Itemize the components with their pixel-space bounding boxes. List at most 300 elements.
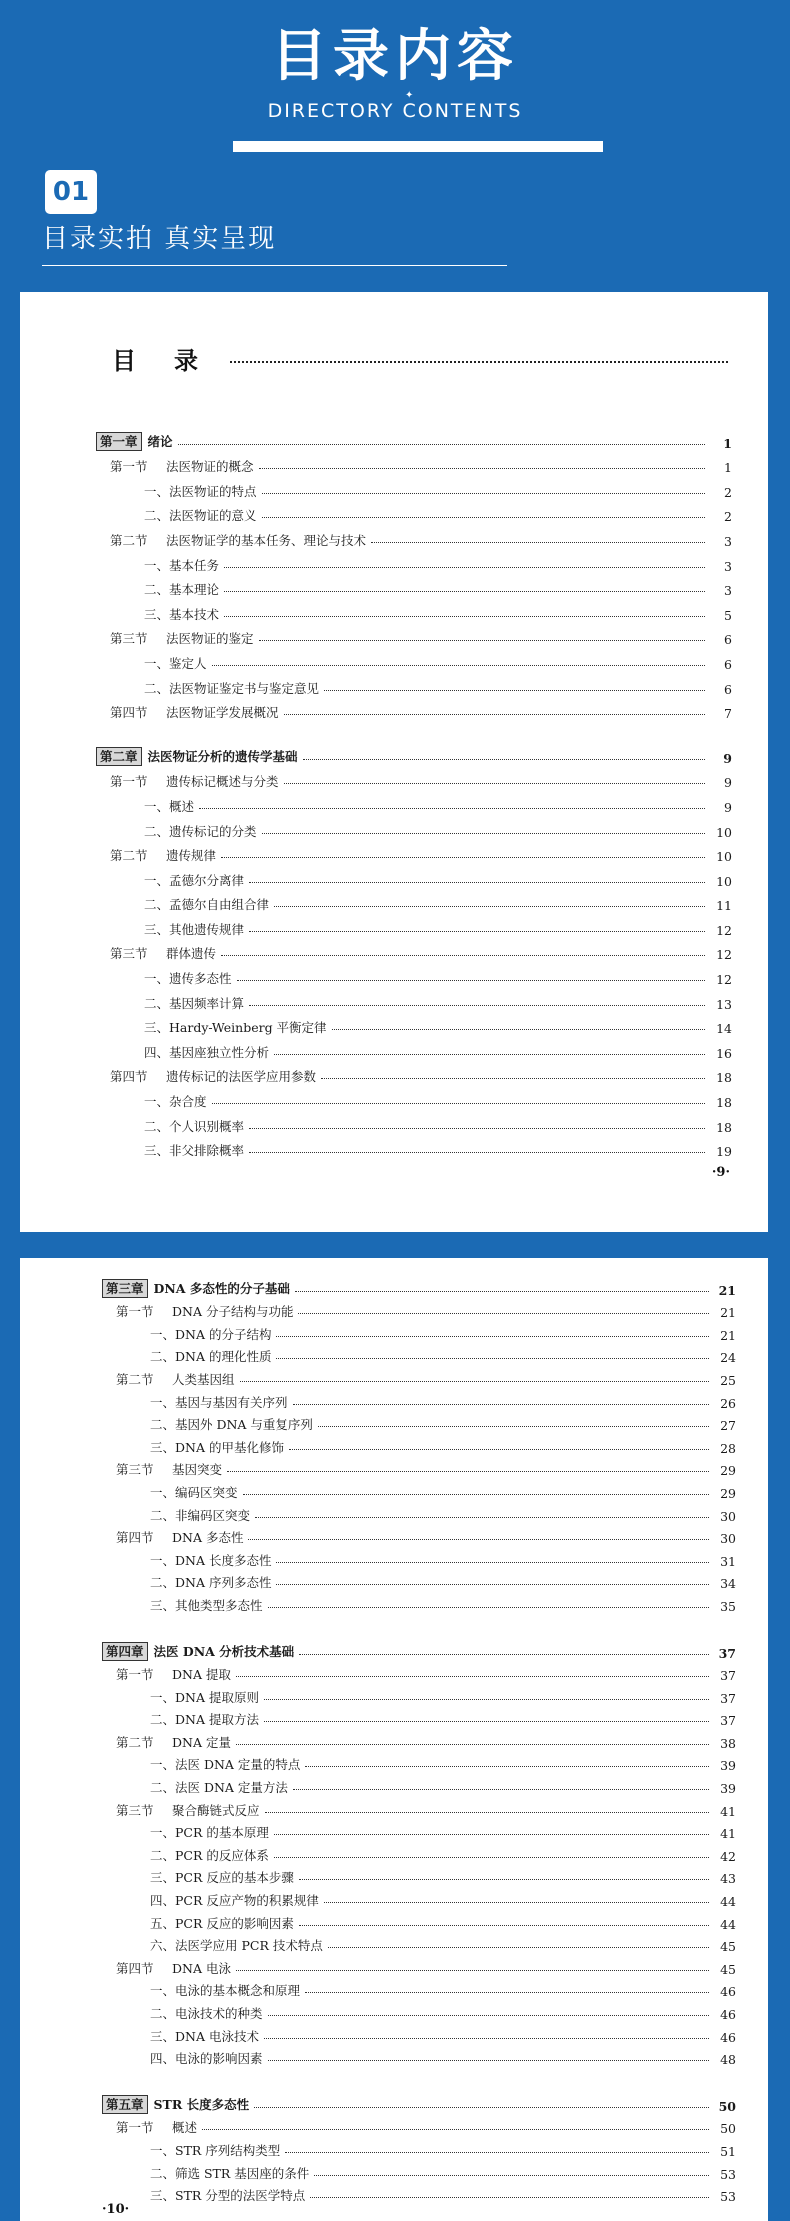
dot-leader bbox=[318, 1426, 709, 1427]
toc-page-number: 43 bbox=[720, 1871, 736, 1887]
toc-page-number: 30 bbox=[720, 1531, 736, 1547]
dot-leader bbox=[237, 980, 705, 981]
toc-subsection-row bbox=[96, 815, 732, 840]
toc-entry-label bbox=[102, 2027, 259, 2045]
dot-leader bbox=[199, 808, 705, 809]
toc-subsection-row bbox=[102, 2022, 736, 2045]
dot-leader bbox=[310, 2197, 709, 2198]
toc-entry-label bbox=[102, 2186, 305, 2204]
toc-heading-text: 目录 bbox=[112, 347, 236, 375]
section-number: 第三节 bbox=[116, 1462, 154, 1478]
toc-subsection-row bbox=[102, 1909, 736, 1932]
dot-leader bbox=[293, 1404, 709, 1405]
dot-leader bbox=[324, 1902, 709, 1903]
toc-section-row bbox=[102, 1365, 736, 1388]
dot-leader bbox=[298, 1313, 709, 1314]
toc-page-number: 35 bbox=[720, 1598, 736, 1614]
toc-entry-text: 法医物证学的基本任务、理论与技术 bbox=[166, 532, 367, 548]
toc-entry-text: 三、DNA 电泳技术 bbox=[150, 2028, 259, 2044]
toc-entry-label bbox=[96, 506, 257, 524]
toc-entry-label bbox=[96, 703, 279, 721]
toc-page-number: 37 bbox=[720, 1690, 736, 1706]
toc-page-number: 50 bbox=[720, 2121, 736, 2137]
toc-heading-leader bbox=[230, 361, 728, 363]
toc-page-number: 39 bbox=[720, 1758, 736, 1774]
toc-section-row bbox=[96, 623, 732, 648]
chapter-number: 第三章 bbox=[102, 1279, 148, 1298]
toc-entry-text: 二、DNA 的理化性质 bbox=[150, 1349, 272, 1365]
toc-page-number: 6 bbox=[724, 656, 732, 672]
toc-section-row bbox=[96, 1061, 732, 1086]
toc-page-number: 44 bbox=[720, 1894, 736, 1910]
toc-entry-text: 法医 DNA 分析技术基础 bbox=[153, 1643, 295, 1659]
toc-entry-label bbox=[102, 1551, 271, 1569]
toc-entry-label bbox=[96, 994, 244, 1012]
toc-entry-label bbox=[102, 1823, 269, 1841]
toc-entry-label bbox=[96, 432, 173, 451]
dot-leader bbox=[236, 1744, 709, 1745]
toc-entry-text: 二、法医物证的意义 bbox=[144, 508, 257, 524]
toc-subsection-row bbox=[96, 1110, 732, 1135]
toc-entry-text: 一、PCR 的基本原理 bbox=[150, 1825, 269, 1841]
toc-entry-label bbox=[102, 1733, 231, 1751]
toc-entry-text: 二、法医 DNA 定量方法 bbox=[150, 1780, 288, 1796]
dot-leader bbox=[305, 1766, 709, 1767]
toc-page-number: 21 bbox=[718, 1282, 736, 1298]
toc-subsection-row bbox=[102, 1343, 736, 1366]
toc-entry-label bbox=[96, 1067, 316, 1085]
toc-subsection-row bbox=[96, 889, 732, 914]
toc-entry-text: 二、DNA 提取方法 bbox=[150, 1712, 259, 1728]
toc-section-row bbox=[102, 1796, 736, 1819]
toc-entry-text: 二、孟德尔自由组合律 bbox=[144, 897, 270, 913]
dot-leader bbox=[224, 567, 705, 568]
toc-entry-label bbox=[102, 1370, 235, 1388]
toc-entry-text: 法医物证的概念 bbox=[166, 459, 254, 475]
toc-chapter-row bbox=[102, 1275, 736, 1298]
toc-entry-text: 法医物证学发展概况 bbox=[166, 705, 279, 721]
toc-entry-label bbox=[96, 580, 219, 598]
toc-entry-text: 一、概述 bbox=[144, 798, 195, 814]
toc-entry-text: 三、其他遗传规律 bbox=[144, 921, 245, 937]
toc-page-number: 3 bbox=[724, 558, 732, 574]
toc-page-number: 24 bbox=[720, 1350, 736, 1366]
dot-leader bbox=[248, 1539, 709, 1540]
toc-entry-label bbox=[96, 1018, 327, 1036]
toc-entry-label bbox=[102, 1868, 294, 1886]
toc-entry-label bbox=[96, 482, 257, 500]
dot-leader bbox=[264, 1721, 709, 1722]
toc-page-number: 14 bbox=[716, 1021, 732, 1037]
dot-leader bbox=[224, 591, 705, 592]
toc-entry-text: 一、基因与基因有关序列 bbox=[150, 1394, 288, 1410]
dot-leader bbox=[276, 1562, 709, 1563]
toc-entry-label bbox=[102, 1914, 294, 1932]
toc-entry-label bbox=[96, 531, 366, 549]
toc-entry-label bbox=[102, 1959, 231, 1977]
toc-entry-text: 一、DNA 长度多态性 bbox=[150, 1552, 272, 1568]
toc-section-row bbox=[102, 1456, 736, 1479]
toc-entry-text: 一、STR 序列结构类型 bbox=[150, 2142, 281, 2158]
toc-entry-text: 聚合酶链式反应 bbox=[172, 1802, 260, 1818]
toc-page-number: 6 bbox=[724, 681, 732, 697]
toc-page-number: 16 bbox=[716, 1045, 732, 1061]
toc-entry-text: 一、杂合度 bbox=[144, 1094, 207, 1110]
toc-entry-label bbox=[102, 1801, 260, 1819]
dot-leader bbox=[202, 2129, 709, 2130]
toc-subsection-row bbox=[102, 1501, 736, 1524]
toc-section-row bbox=[96, 697, 732, 722]
toc-subsection-row bbox=[102, 1591, 736, 1614]
toc-subsection-row bbox=[96, 500, 732, 525]
page-number: ·10· bbox=[102, 2202, 130, 2217]
toc-entry-text: 二、非编码区突变 bbox=[150, 1507, 251, 1523]
toc-entry-label bbox=[96, 822, 257, 840]
toc-subsection-row bbox=[96, 864, 732, 889]
dot-leader bbox=[249, 882, 705, 883]
toc-subsection-row bbox=[102, 1411, 736, 1434]
page-title: 目录内容 bbox=[271, 24, 519, 89]
toc-entry-label bbox=[102, 1483, 238, 1501]
toc-entry-text: 二、筛选 STR 基因座的条件 bbox=[150, 2165, 310, 2181]
toc-section-row bbox=[102, 1954, 736, 1977]
toc-entry-label bbox=[102, 2118, 197, 2136]
dot-leader bbox=[289, 1449, 709, 1450]
toc-page-number: 37 bbox=[720, 1668, 736, 1684]
toc-chapter-row bbox=[96, 741, 732, 766]
toc-entry-label bbox=[96, 969, 232, 987]
toc-subsection-row bbox=[102, 1773, 736, 1796]
toc-entry-label bbox=[102, 2049, 263, 2067]
toc-entry-label bbox=[96, 1117, 244, 1135]
toc-entry-text: 二、个人识别概率 bbox=[144, 1118, 245, 1134]
dot-leader bbox=[243, 1494, 709, 1495]
toc-entry-label bbox=[96, 654, 207, 672]
toc-page-number: 29 bbox=[720, 1485, 736, 1501]
toc-entry-text: 二、基因频率计算 bbox=[144, 995, 245, 1011]
toc-page-number: 41 bbox=[720, 1826, 736, 1842]
toc-entry-label bbox=[96, 797, 194, 815]
dot-leader bbox=[262, 493, 705, 494]
toc-subsection-row bbox=[102, 1932, 736, 1955]
chapter-number: 第二章 bbox=[96, 747, 142, 766]
toc-entry-label bbox=[96, 772, 279, 790]
toc-subsection-row bbox=[102, 2045, 736, 2068]
toc-entry-label bbox=[102, 1891, 319, 1909]
toc-page-number: 21 bbox=[720, 1327, 736, 1343]
toc-entry-text: DNA 提取 bbox=[172, 1667, 231, 1683]
toc-entry-label bbox=[102, 2141, 280, 2159]
toc-subsection-row bbox=[96, 1085, 732, 1110]
toc-entry-label bbox=[102, 1279, 290, 1298]
toc-page-number: 18 bbox=[716, 1095, 732, 1111]
toc-entry-text: 二、基本理论 bbox=[144, 582, 220, 598]
toc-section-row bbox=[102, 1661, 736, 1684]
toc-subsection-row bbox=[96, 1012, 732, 1037]
toc-entry-text: 法医物证分析的遗传学基础 bbox=[147, 748, 298, 764]
toc-entry-text: 二、基因外 DNA 与重复序列 bbox=[150, 1417, 313, 1433]
toc-subsection-row bbox=[102, 1706, 736, 1729]
toc-entry-label bbox=[96, 895, 269, 913]
section-title: 目录实拍 真实呈现 bbox=[42, 224, 277, 254]
toc-entry-text: 人类基因组 bbox=[172, 1371, 235, 1387]
toc-page-number: 50 bbox=[718, 2098, 736, 2114]
dot-leader bbox=[259, 468, 705, 469]
toc-page-number: 18 bbox=[716, 1119, 732, 1135]
toc-entry-text: 三、其他类型多态性 bbox=[150, 1597, 263, 1613]
section-number: 第三节 bbox=[110, 946, 148, 962]
toc-entry-text: 五、PCR 反应的影响因素 bbox=[150, 1915, 294, 1931]
dot-leader bbox=[303, 759, 705, 760]
toc-section-row bbox=[102, 2114, 736, 2137]
toc-subsection-row bbox=[96, 598, 732, 623]
dot-leader bbox=[249, 1152, 705, 1153]
dot-leader bbox=[262, 833, 705, 834]
toc-subsection-row bbox=[96, 987, 732, 1012]
toc-entry-text: 一、遗传多态性 bbox=[144, 971, 232, 987]
toc-subsection-row bbox=[102, 1819, 736, 1842]
toc-section-row bbox=[96, 938, 732, 963]
toc-entry-text: DNA 多态性 bbox=[172, 1530, 244, 1546]
toc-page-number: 53 bbox=[720, 2166, 736, 2182]
dot-leader bbox=[284, 714, 705, 715]
section-number: 第一节 bbox=[110, 774, 148, 790]
dot-leader bbox=[221, 857, 705, 858]
star-icon: ✦ bbox=[405, 90, 414, 101]
dot-leader bbox=[276, 1336, 709, 1337]
toc-entry-text: 三、Hardy-Weinberg 平衡定律 bbox=[144, 1020, 327, 1036]
toc-page-number: 37 bbox=[720, 1713, 736, 1729]
toc-entry-label bbox=[102, 1347, 271, 1365]
dot-leader bbox=[264, 1699, 709, 1700]
toc-entry-label bbox=[102, 1688, 259, 1706]
toc-entry-text: DNA 定量 bbox=[172, 1734, 231, 1750]
toc-entry-text: 基因突变 bbox=[172, 1462, 223, 1478]
toc-entry-text: 一、法医 DNA 定量的特点 bbox=[150, 1757, 301, 1773]
toc-page-number: 45 bbox=[720, 1939, 736, 1955]
dot-leader bbox=[240, 1381, 709, 1382]
dot-leader bbox=[224, 616, 705, 617]
toc-page-number: 1 bbox=[724, 460, 732, 476]
toc-entry-label bbox=[102, 1302, 293, 1320]
toc-entry-label bbox=[102, 1596, 263, 1614]
toc-subsection-row bbox=[102, 1683, 736, 1706]
toc-page-number: 42 bbox=[720, 1848, 736, 1864]
dot-leader bbox=[321, 1078, 705, 1079]
toc-page-number: 9 bbox=[724, 799, 732, 815]
toc-page-number: 46 bbox=[720, 2007, 736, 2022]
toc-page-number: 38 bbox=[720, 1735, 736, 1751]
toc-entry-label bbox=[102, 1665, 231, 1683]
toc-subsection-row bbox=[96, 475, 732, 500]
toc-entry-text: 二、PCR 的反应体系 bbox=[150, 1847, 269, 1863]
toc-page-number: 28 bbox=[720, 1440, 736, 1456]
toc-subsection-row bbox=[96, 647, 732, 672]
dot-leader bbox=[259, 640, 705, 641]
toc-entry-text: 三、基本技术 bbox=[144, 606, 220, 622]
dot-leader bbox=[268, 1607, 709, 1608]
toc-subsection-row bbox=[102, 1841, 736, 1864]
toc-subsection-row bbox=[102, 1388, 736, 1411]
section-divider bbox=[42, 265, 507, 266]
dot-leader bbox=[255, 1517, 709, 1518]
dot-leader bbox=[264, 2038, 709, 2039]
dot-leader bbox=[299, 1879, 709, 1880]
toc-entry-text: 二、法医物证鉴定书与鉴定意见 bbox=[144, 680, 320, 696]
toc-entry-text: 绪论 bbox=[147, 433, 173, 449]
dot-leader bbox=[274, 906, 705, 907]
section-number: 第四节 bbox=[116, 1530, 154, 1546]
toc-entry-label bbox=[102, 1778, 288, 1796]
toc-entry-text: DNA 分子结构与功能 bbox=[172, 1304, 294, 1320]
toc-entry-text: 二、电泳技术的种类 bbox=[150, 2006, 263, 2021]
toc-subsection-row bbox=[102, 1751, 736, 1774]
dot-leader bbox=[332, 1029, 705, 1030]
dot-leader bbox=[299, 1654, 709, 1655]
toc-page-number: 39 bbox=[720, 1781, 736, 1797]
section-number: 第二节 bbox=[110, 532, 148, 548]
toc-page-number: 12 bbox=[716, 947, 732, 963]
dot-leader bbox=[274, 1834, 709, 1835]
toc-entry-label bbox=[96, 747, 298, 766]
toc-entry-label bbox=[96, 679, 319, 697]
dot-leader bbox=[221, 955, 705, 956]
toc-entry-label bbox=[102, 1981, 300, 1999]
toc-entry-label bbox=[102, 1710, 259, 1728]
toc-section-row bbox=[96, 451, 732, 476]
toc-subsection-row bbox=[96, 672, 732, 697]
toc-entry-text: 一、DNA 提取原则 bbox=[150, 1689, 259, 1705]
toc-entry-text: 法医物证的鉴定 bbox=[166, 631, 254, 647]
dot-leader bbox=[285, 2152, 709, 2153]
dot-leader bbox=[212, 665, 705, 666]
toc-list bbox=[96, 426, 732, 1159]
toc-gap bbox=[102, 1614, 736, 1638]
toc-entry-label bbox=[96, 871, 244, 889]
toc-page-number: 1 bbox=[723, 435, 732, 451]
toc-entry-text: 三、DNA 的甲基化修饰 bbox=[150, 1439, 284, 1455]
dot-leader bbox=[314, 2175, 709, 2176]
toc-page-number: 46 bbox=[720, 2029, 736, 2045]
toc-page-number: 3 bbox=[724, 583, 732, 599]
toc-page-number: 51 bbox=[720, 2143, 736, 2159]
toc-chapter-row bbox=[102, 2091, 736, 2114]
dot-leader bbox=[265, 1812, 709, 1813]
section-number: 第一节 bbox=[116, 1667, 154, 1683]
toc-entry-label bbox=[102, 1846, 269, 1864]
toc-subsection-row bbox=[102, 1999, 736, 2022]
title-underline bbox=[233, 141, 603, 152]
toc-section-row bbox=[102, 1728, 736, 1751]
toc-entry-text: 一、DNA 的分子结构 bbox=[150, 1326, 272, 1342]
toc-entry-text: 一、鉴定人 bbox=[144, 655, 207, 671]
toc-entry-label bbox=[96, 1141, 244, 1159]
section-number: 第二节 bbox=[110, 848, 148, 864]
toc-entry-text: 一、编码区突变 bbox=[150, 1484, 238, 1500]
toc-subsection-row bbox=[102, 2182, 736, 2205]
section-number-badge: 01 bbox=[45, 170, 97, 214]
toc-entry-label bbox=[96, 920, 244, 938]
toc-entry-text: 一、孟德尔分离律 bbox=[144, 872, 245, 888]
toc-entry-label bbox=[102, 1460, 222, 1478]
toc-gap bbox=[102, 2067, 736, 2091]
chapter-number: 第四章 bbox=[102, 1642, 148, 1661]
toc-page-number: 9 bbox=[724, 775, 732, 791]
toc-page-number: 45 bbox=[720, 1961, 736, 1977]
toc-entry-label bbox=[102, 2095, 249, 2114]
toc-entry-text: 四、基因座独立性分析 bbox=[144, 1044, 270, 1060]
toc-page-1 bbox=[20, 292, 768, 1232]
toc-entry-label bbox=[102, 1415, 313, 1433]
toc-page-number: 10 bbox=[716, 849, 732, 865]
dot-leader bbox=[178, 444, 705, 445]
toc-entry-text: 一、电泳的基本概念和原理 bbox=[150, 1983, 301, 1999]
toc-entry-label bbox=[96, 556, 219, 574]
toc-entry-label bbox=[102, 1325, 271, 1343]
toc-subsection-row bbox=[96, 962, 732, 987]
toc-entry-text: 二、遗传标记的分类 bbox=[144, 823, 257, 839]
toc-page-number: 12 bbox=[716, 922, 732, 938]
toc-subsection-row bbox=[96, 790, 732, 815]
toc-entry-label bbox=[96, 605, 219, 623]
toc-heading bbox=[112, 344, 728, 378]
toc-subsection-row bbox=[102, 1886, 736, 1909]
dot-leader bbox=[249, 1128, 705, 1129]
toc-entry-label bbox=[102, 1642, 294, 1661]
toc-list bbox=[102, 1275, 736, 2204]
toc-page-number: 34 bbox=[720, 1576, 736, 1592]
toc-entry-label bbox=[102, 1438, 284, 1456]
dot-leader bbox=[236, 1970, 709, 1971]
toc-page-number: 5 bbox=[724, 607, 732, 623]
section-number: 第一节 bbox=[116, 1304, 154, 1320]
toc-entry-text: 三、非父排除概率 bbox=[144, 1143, 245, 1159]
toc-entry-label bbox=[102, 1573, 271, 1591]
dot-leader bbox=[249, 1005, 705, 1006]
dot-leader bbox=[268, 2015, 709, 2016]
dot-leader bbox=[254, 2107, 709, 2108]
dot-leader bbox=[274, 1054, 705, 1055]
dot-leader bbox=[299, 1925, 709, 1926]
toc-entry-text: 三、PCR 反应的基本步骤 bbox=[150, 1870, 294, 1886]
toc-page-number: 29 bbox=[720, 1463, 736, 1479]
toc-subsection-row bbox=[102, 2136, 736, 2159]
toc-entry-text: 遗传标记概述与分类 bbox=[166, 774, 279, 790]
toc-page-number: 6 bbox=[724, 632, 732, 648]
toc-section-row bbox=[102, 1524, 736, 1547]
dot-leader bbox=[276, 1584, 709, 1585]
toc-section-row bbox=[96, 524, 732, 549]
dot-leader bbox=[262, 517, 705, 518]
toc-subsection-row bbox=[96, 1135, 732, 1160]
toc-page-2 bbox=[20, 1258, 768, 2221]
toc-entry-text: 三、STR 分型的法医学特点 bbox=[150, 2188, 306, 2204]
toc-page-number: 27 bbox=[720, 1418, 736, 1434]
toc-entry-label bbox=[96, 944, 216, 962]
toc-entry-label bbox=[102, 2164, 309, 2182]
toc-entry-text: 二、DNA 序列多态性 bbox=[150, 1575, 272, 1591]
section-number: 第三节 bbox=[110, 631, 148, 647]
toc-page-number: 48 bbox=[720, 2052, 736, 2068]
toc-page-number: 37 bbox=[718, 1645, 736, 1661]
toc-entry-text: 群体遗传 bbox=[166, 946, 217, 962]
toc-entry-text: 四、PCR 反应产物的积累规律 bbox=[150, 1893, 319, 1909]
toc-subsection-row bbox=[102, 1433, 736, 1456]
toc-entry-label bbox=[96, 1043, 269, 1061]
toc-entry-label bbox=[102, 1936, 323, 1954]
toc-subsection-row bbox=[102, 1864, 736, 1887]
toc-page-number: 10 bbox=[716, 824, 732, 840]
